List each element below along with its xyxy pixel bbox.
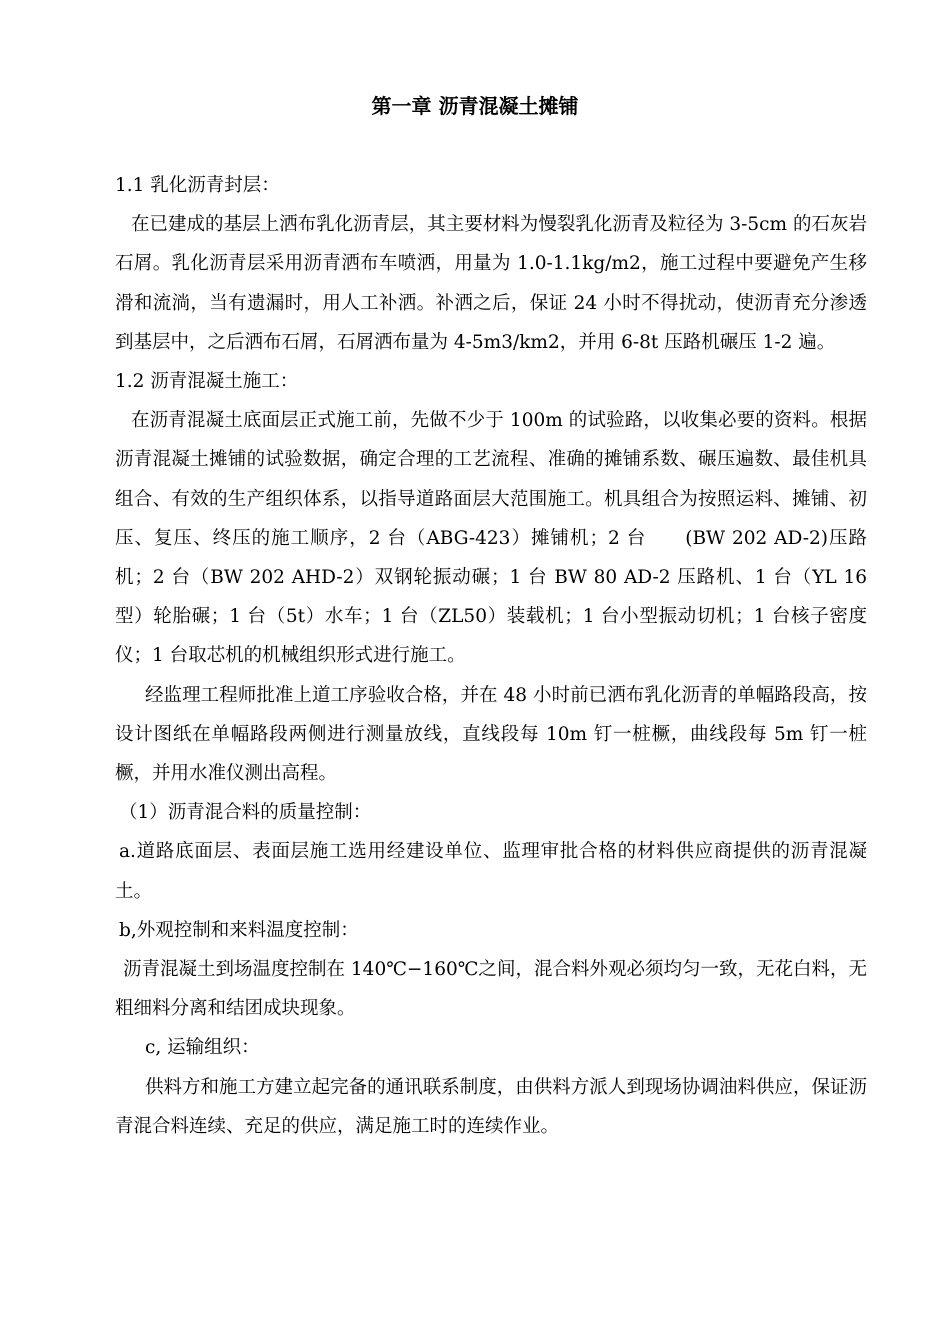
paragraph-supply-coordination: 供料方和施工方建立起完备的通讯联系制度，由供料方派人到现场协调油料供应，保证沥青混合料连续、充足的供应，满足施工时的连续作业。 (115, 1076, 867, 1137)
paragraph-temperature-control: 沥青混凝土到场温度控制在 140℃−160℃之间，混合料外观必须均匀一致，无花白料，无粗细料分离和结团成块现象。 (115, 959, 867, 1020)
document-body (115, 166, 867, 1146)
subheading-transport: c, 运输组织： (145, 1037, 260, 1059)
section-heading-1-1: 1.1 乳化沥青封层： (115, 175, 280, 196)
subheading-appearance-temperature: b,外观控制和来料温度控制： (119, 919, 359, 941)
paragraph-trial-section-equipment: 在沥青混凝土底面层正式施工前，先做不少于 100m 的试验路，以收集必要的资料。根据沥青混凝土摊铺的试验数据，确定合理的工艺流程、准确的摊铺系数、碾压遍数、最佳机具组合、有效的生产组织体系，以指导道路面层大范围施工。机具组合为按照运料、摊铺、初压、复压、终压的施工顺序，2 台（ABG-423）摊铺机；2 台 (BW 202 AD-2)压路机；2 台（BW 202 AHD-2）双钢轮振动碾；1 台 BW 80 AD-2 压路机、1 台（YL 16 型）轮胎碾；1 台（5t）水车；1 台（ZL50）装载机；1 台小型振动切机；1 台核子密度仪；1 台取芯机的机械组织形式进行施工。 (115, 410, 867, 667)
paragraph-emulsified-asphalt-seal: 在已建成的基层上洒布乳化沥青层，其主要材料为慢裂乳化沥青及粒径为 3-5cm 的石灰岩石屑。乳化沥青层采用沥青洒布车喷洒，用量为 1.0-1.1kg/m2，施工过程中要避免产生移滑和流淌，当有遗漏时，用人工补洒。补洒之后，保证 24 小时不得扰动，使沥青充分渗透到基层中，之后洒布石屑，石屑洒布量为 4-5m3/km2，并用 6-8t 压路机碾压 1-2 遍。 (115, 214, 867, 353)
paragraph-survey-setout: 经监理工程师批准上道工序验收合格，并在 48 小时前已洒布乳化沥青的单幅路段高，按设计图纸在单幅路段两侧进行测量放线，直线段每 10m 钉一桩橛，曲线段每 5m 钉一桩橛，并用水准仪测出高程。 (115, 684, 867, 785)
chapter-title: 第一章 沥青混凝土摊铺 (371, 94, 579, 118)
subheading-quality-control: （1）沥青混合料的质量控制： (119, 802, 372, 824)
paragraph-material-supplier: a.道路底面层、表面层施工选用经建设单位、监理审批合格的材料供应商提供的沥青混凝土。 (115, 841, 867, 902)
section-heading-1-2: 1.2 沥青混凝土施工： (115, 371, 299, 393)
